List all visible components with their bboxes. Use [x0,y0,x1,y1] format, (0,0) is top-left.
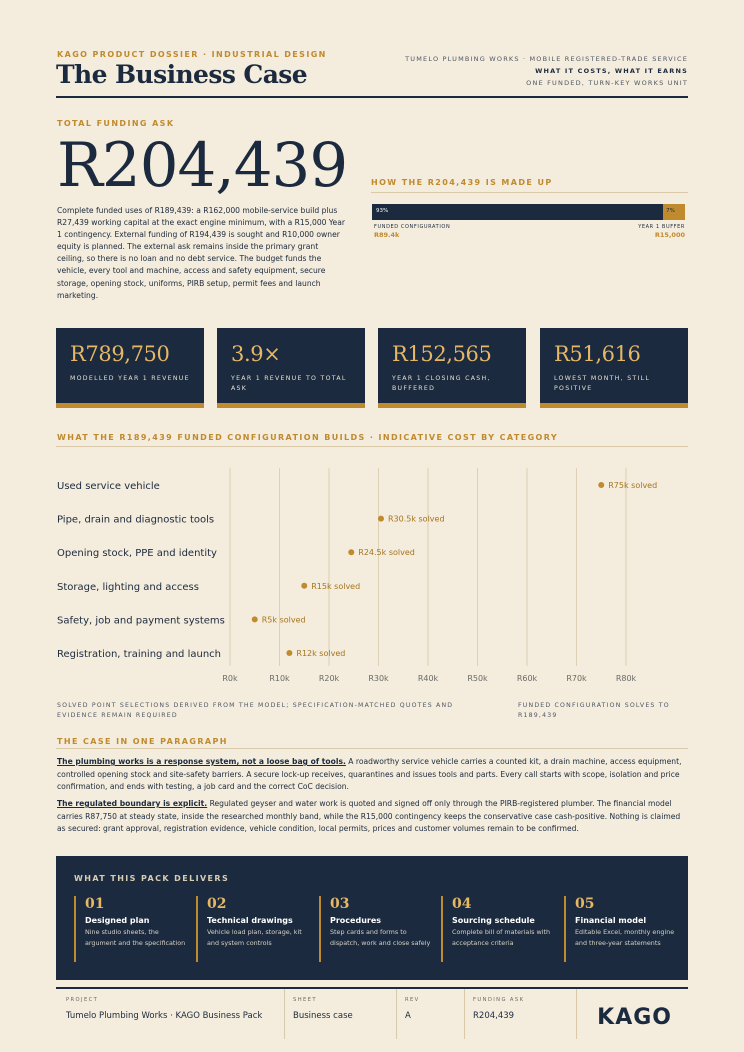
deliverable-title: Procedures [330,916,382,925]
deliverable-title: Financial model [575,916,647,925]
made-up-pct-buffer: 7% [666,208,675,214]
deliverable-item [319,896,437,962]
x-tick-label: R70k [566,674,587,683]
header-rule [56,96,688,98]
footer-sheet-caption: SHEET [293,997,317,1003]
deliverable-number: 04 [452,896,472,912]
x-tick-label: R40k [417,674,439,683]
category-label: Opening stock, PPE and identity [57,548,217,560]
made-up-right-caption: YEAR 1 BUFFER [638,224,685,230]
case-paragraph-1 [57,756,688,794]
metric-label: YEAR 1 CLOSING CASH, BUFFERED [392,375,491,392]
category-label: Safety, job and payment systems [57,615,225,627]
case-paragraph-2 [57,798,688,836]
deliverable-title: Designed plan [85,916,150,925]
data-point [598,482,604,488]
x-tick-label: R20k [318,674,340,683]
made-up-pct-funded: 93% [376,208,389,214]
footer [56,987,688,1037]
footer-ask-caption: FUNDING ASK [473,997,525,1003]
footer-divider [576,989,577,1039]
metric-label: YEAR 1 REVENUE TO TOTAL ASK [231,375,347,392]
deliverable-description: Complete bill of materials with acceptance criteria [452,928,551,947]
data-point [348,549,354,555]
x-tick-label: R0k [222,674,238,683]
chart-title: WHAT THE R189,439 FUNDED CONFIGURATION BUILDS · INDICATIVE COST BY CATEGORY [57,433,559,442]
footer-rev-caption: REV [405,997,420,1003]
footer-rev-value: A [405,1011,411,1021]
data-label: R5k solved [261,615,306,625]
made-up-bar [372,204,685,220]
funding-ask-description: Complete funded uses of R189,439: a R162,000 mobile-service build plus R27,439 working capital at the exact engine minimum, with a R15,000 Year 1 contingency. External funding of R194,439 is sought and R10,000 owner equity is planned. The external ask remains inside the primary grant ceiling, so there is no loan and no debt service. The budget funds the vehicle, every tool and machine, access and safety equipment, secure storage, opening stock, uniforms, PIRB setup, permit fees and launch marketing. [57,206,345,300]
x-tick-label: R10k [269,674,290,683]
made-up-right-value: R15,000 [654,231,685,239]
footer-divider [464,989,465,1039]
metric-card-revenue [56,328,204,408]
dossier-kicker: KAGO PRODUCT DOSSIER · INDUSTRIAL DESIGN [57,50,327,59]
footer-ask-value: R204,439 [473,1011,515,1021]
deliverable-description: Vehicle load plan, storage, kit and system controls [207,928,302,947]
metric-card-closing-cash [378,328,526,408]
kago-logo: KAGO [597,1005,672,1030]
x-tick-label: R80k [615,674,637,683]
footer-ask [473,997,524,1021]
metric-card-lowest-month [540,328,688,408]
deliverable-description: Editable Excel, monthly engine and three-year statements [575,928,675,947]
metric-label: LOWEST MONTH, STILL POSITIVE [554,375,651,392]
x-tick-label: R60k [516,674,538,683]
page-title: The Business Case [56,60,308,89]
data-point [378,516,384,522]
case-paragraph-2-lead: The regulated boundary is explicit. [57,799,208,808]
metric-card-revenue-ratio [217,328,365,408]
category-label: Used service vehicle [57,481,160,492]
deliverable-number: 03 [330,896,350,912]
chart-title-rule [56,446,688,447]
chart-note-left: SOLVED POINT SELECTIONS DERIVED FROM THE MODEL; SPECIFICATION-MATCHED QUOTES AND EVIDENCE REMAIN REQUIRED [57,702,454,719]
case-paragraph-2-body: Regulated geyser and water work is quoted and signed off only through the PIRB-registered plumber. The financial model carries R87,750 at steady state, inside the researched monthly band, while the R15,000 contingency keeps the conservative case cash-positive. Nothing is claimed as secured: grant approval, registration evidence, vehicle condition, local permits, prices and customer volumes remain to be confirmed. [57,799,681,834]
metric-value: R789,750 [70,342,170,366]
data-label: R30.5k solved [387,514,445,524]
footer-sheet [293,997,353,1021]
footer-project-caption: PROJECT [66,997,99,1003]
funding-ask-label: TOTAL FUNDING ASK [57,119,175,128]
header-tagline: ONE FUNDED, TURN-KEY WORKS UNIT [526,79,688,87]
footer-sheet-value: Business case [293,1011,353,1021]
cost-dot-chart [0,460,744,690]
deliverable-description: Nine studio sheets, the argument and the specification [85,928,186,947]
metric-label: MODELLED YEAR 1 REVENUE [70,375,190,382]
data-point [301,583,307,589]
made-up-label: HOW THE R204,439 IS MADE UP [371,178,553,187]
deliverables-title: WHAT THIS PACK DELIVERS [74,874,230,883]
data-label: R12k solved [296,649,346,658]
data-label: R24.5k solved [358,548,415,558]
deliverable-number: 01 [85,896,105,912]
category-label: Registration, training and launch [57,649,221,660]
made-up-left-caption: FUNDED CONFIGURATION [374,224,451,230]
metric-value: 3.9× [231,342,281,366]
footer-project-value: Tumelo Plumbing Works · KAGO Business Pack [66,1011,263,1021]
deliverable-item [74,896,192,962]
chart-note-right: FUNDED CONFIGURATION SOLVES TO R189,439 [518,702,670,719]
category-label: Pipe, drain and diagnostic tools [57,514,215,526]
x-tick-label: R30k [368,674,389,683]
deliverable-title: Technical drawings [207,916,293,925]
footer-divider [396,989,397,1039]
category-label: Storage, lighting and access [57,581,199,593]
case-rule [56,748,688,749]
made-up-bar-fill [372,204,663,220]
funding-ask-value: R204,439 [57,130,348,201]
deliverable-title: Sourcing schedule [452,916,535,925]
deliverable-number: 02 [207,896,227,912]
case-paragraph-1-body: A roadworthy service vehicle carries a counted kit, a drain machine, access equipment, controlled opening stock and site-safety barriers. A secure lock-up receives, quarantines and issues tools and parts. Every call starts with scope, isolation and price confirmation, and ends with testing, a job card and the correct CoC decision. [57,757,682,792]
data-label: R75k solved [608,481,658,490]
x-tick-label: R50k [467,674,488,683]
metric-value: R152,565 [392,342,492,366]
deliverable-item [441,896,559,962]
data-label: R15k solved [311,581,361,591]
footer-divider [284,989,285,1039]
deliverable-item [196,896,314,962]
data-point [286,650,292,656]
case-label: THE CASE IN ONE PARAGRAPH [57,737,228,746]
metric-value: R51,616 [554,342,641,366]
made-up-left-value: R89.4k [374,231,400,239]
deliverable-item [564,896,682,962]
data-point [252,616,258,622]
deliverable-number: 05 [575,896,595,912]
deliverable-description: Step cards and forms to dispatch, work and close safely [330,928,431,947]
header-subtitle: WHAT IT COSTS, WHAT IT EARNS [535,67,688,75]
footer-project [66,997,262,1021]
deliverables-panel [56,856,688,980]
footer-rev [405,997,420,1021]
case-paragraph-1-lead: The plumbing works is a response system, not a loose bag of tools. [57,757,346,766]
made-up-rule [371,192,688,193]
header-client-line: TUMELO PLUMBING WORKS · MOBILE REGISTERED-TRADE SERVICE [405,55,688,63]
